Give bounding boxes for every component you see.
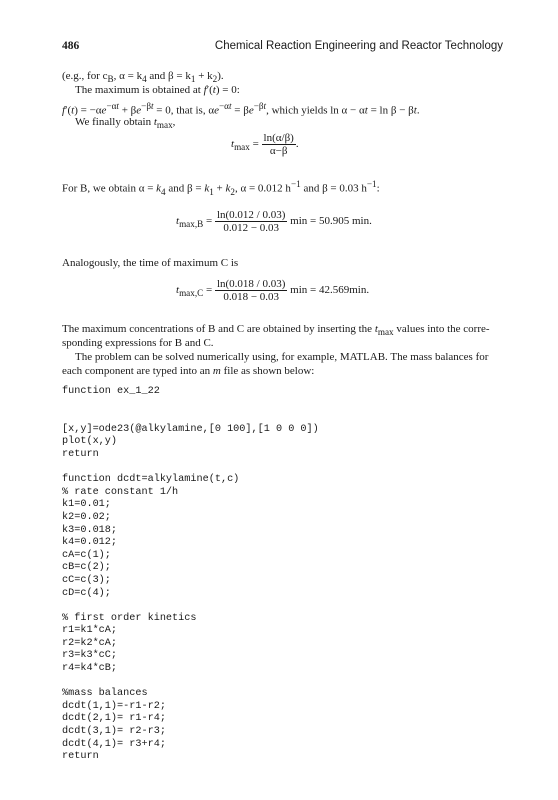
- code-line: % rate constant 1/h: [62, 486, 179, 498]
- code-line: return: [62, 751, 99, 763]
- code-line: dcdt(1,1)=-r1-r2;: [62, 700, 166, 712]
- code-line: [62, 462, 319, 475]
- equation-tmax-c: [176, 278, 369, 303]
- code-line: dcdt(4,1)= r3+r4;: [62, 738, 166, 750]
- code-line: k3=0.018;: [62, 524, 118, 536]
- code-line: cC=c(3);: [62, 574, 111, 586]
- equation-result: min = 50.905 min.: [290, 215, 372, 228]
- code-line: [62, 600, 319, 613]
- code-line: % first order kinetics: [62, 612, 197, 624]
- equation-result: min = 42.569min.: [290, 284, 370, 297]
- paragraph-obtain-tmax: We finally obtain $t_{max}$,: [75, 116, 176, 131]
- paragraph-matlab-1: The problem can be solved numerically using, for example, MATLAB. The mass balances for: [75, 351, 489, 363]
- code-line: return: [62, 448, 99, 460]
- paragraph-derivative: $f'(t) = -\alpha e^{-\alpha t} + \beta e^{-\beta t} = 0$, that is, $\alpha e^{-\alpha t} = \beta e^{-\beta t}$, which yields ln α − αt = ln β − βt.: [62, 101, 420, 117]
- fraction: [262, 132, 296, 157]
- code-line: r4=k4*cB;: [62, 663, 118, 675]
- numerator: ln(0.018 / 0.03): [216, 278, 286, 290]
- equation-lhs: $t_{max}$ =: [231, 138, 259, 153]
- code-line: cB=c(2);: [62, 562, 111, 574]
- matlab-code-block: [62, 386, 319, 764]
- running-head: Chemical Reaction Engineering and Reactor Technology: [214, 40, 503, 52]
- paragraph-analogously: Analogously, the time of maximum C is: [62, 257, 239, 269]
- code-line: plot(x,y): [62, 436, 118, 448]
- equation-tail: .: [295, 138, 299, 151]
- equation-lhs: $t_{max,B}$ =: [176, 215, 213, 230]
- code-line: r2=k2*cA;: [62, 637, 118, 649]
- code-line: [62, 411, 319, 424]
- paragraph-for-b: For B, we obtain $\alpha = k_4$ and $\beta = k_1 + k_2$, α = 0.012 $h^{-1}$ and β = 0.03 $h^{-1}$:: [62, 179, 380, 197]
- paragraph-max-concentrations-1: The maximum concentrations of B and C are obtained by inserting the $t_{max}$ values into the corre-: [62, 323, 490, 338]
- code-line: [62, 676, 319, 689]
- code-line: dcdt(3,1)= r2-r3;: [62, 726, 166, 738]
- code-line: cD=c(4);: [62, 587, 111, 599]
- numerator: ln(α/β): [263, 132, 294, 144]
- code-line: dcdt(2,1)= r1-r4;: [62, 713, 166, 725]
- page-header: [62, 40, 503, 56]
- fraction: [215, 278, 287, 303]
- code-line: [62, 399, 319, 412]
- equation-lhs: $t_{max,C}$ =: [176, 284, 213, 299]
- fraction: [215, 209, 287, 234]
- paragraph-max-concentrations-2: sponding expressions for B and C.: [62, 337, 214, 349]
- denominator: 0.012 − 0.03: [223, 222, 280, 234]
- code-line: k1=0.01;: [62, 499, 111, 511]
- code-line: r3=k3*cC;: [62, 650, 118, 662]
- code-line: k4=0.012;: [62, 537, 118, 549]
- code-line: k2=0.02;: [62, 511, 111, 523]
- code-line: function dcdt=alkylamine(t,c): [62, 474, 240, 486]
- code-line: [x,y]=ode23(@alkylamine,[0 100],[1 0 0 0]): [62, 423, 319, 435]
- code-line: %mass balances: [62, 688, 148, 700]
- page-number: 486: [62, 40, 80, 52]
- code-line: r1=k1*cA;: [62, 625, 118, 637]
- paragraph-maximum: The maximum is obtained at f′(t) = 0:: [75, 84, 240, 96]
- equation-tmax-b: [176, 209, 372, 234]
- paragraph-example: (e.g., for $c_B$, $\alpha = k_4$ and $\beta = k_1 + k_2$).: [62, 70, 224, 85]
- denominator: α−β: [269, 145, 288, 157]
- code-line: function ex_1_22: [62, 386, 160, 397]
- equation-tmax: [231, 132, 299, 157]
- paragraph-matlab-2: each component are typed into an m file as shown below:: [62, 365, 315, 377]
- code-line: cA=c(1);: [62, 549, 111, 561]
- numerator: ln(0.012 / 0.03): [216, 209, 286, 221]
- denominator: 0.018 − 0.03: [223, 291, 280, 303]
